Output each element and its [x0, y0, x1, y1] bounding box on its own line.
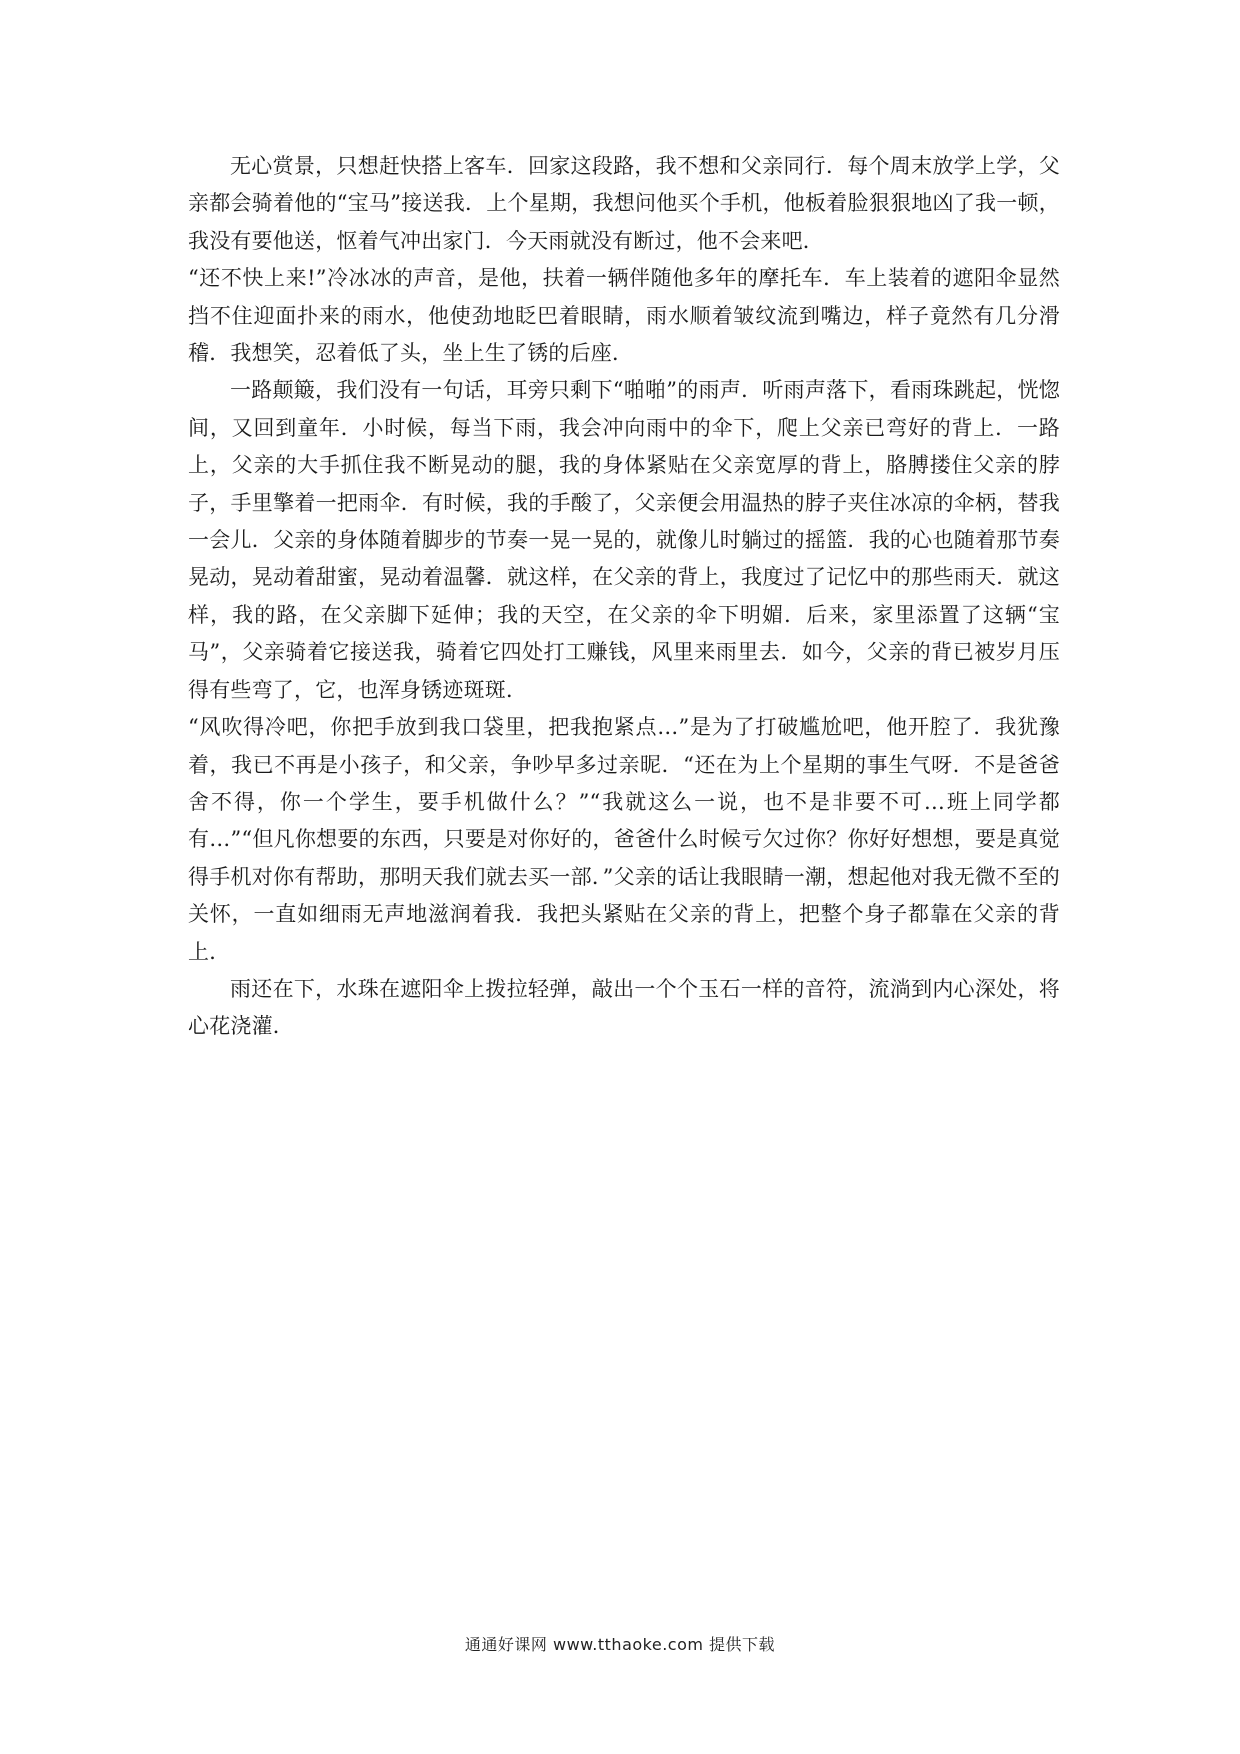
- essay-body: [188, 148, 1060, 1046]
- paragraph-2: “还不快上来!”冷冰冰的声音，是他，扶着一辆伴随他多年的摩托车．车上装着的遮阳伞显然挡不住迎面扑来的雨水，他使劲地眨巴着眼睛，雨水顺着皱纹流到嘴边，样子竟然有几分滑稽．我想笑，忍着低了头，坐上生了锈的后座．: [188, 266, 1060, 366]
- footer-credit: 通通好课网 www.tthaoke.com 提供下载: [464, 1635, 776, 1654]
- paragraph-5: 雨还在下，水珠在遮阳伞上拨拉轻弹，敲出一个个玉石一样的音符，流淌到内心深处，将心花浇灌．: [188, 976, 1060, 1039]
- paragraph-3: 一路颠簸，我们没有一句话，耳旁只剩下“啪啪”的雨声．听雨声落下，看雨珠跳起，恍惚间，又回到童年．小时候，每当下雨，我会冲向雨中的伞下，爬上父亲已弯好的背上．一路上，父亲的大手抓住我不断晃动的腿，我的身体紧贴在父亲宽厚的背上，胳膊搂住父亲的脖子，手里擎着一把雨伞．有时候，我的手酸了，父亲便会用温热的脖子夹住冰凉的伞柄，替我一会儿．父亲的身体随着脚步的节奏一晃一晃的，就像儿时躺过的摇篮．我的心也随着那节奏晃动，晃动着甜蜜，晃动着温馨．就这样，在父亲的背上，我度过了记忆中的那些雨天．就这样，我的路，在父亲脚下延伸；我的天空，在父亲的伞下明媚．后来，家里添置了这辆“宝马”，父亲骑着它接送我，骑着它四处打工赚钱，风里来雨里去．如今，父亲的背已被岁月压得有些弯了，它，也浑身锈迹斑斑．: [188, 378, 1060, 702]
- paragraph-4: “风吹得冷吧，你把手放到我口袋里，把我抱紧点…”是为了打破尴尬吧，他开腔了．我犹豫着，我已不再是小孩子，和父亲，争吵早多过亲昵．“还在为上个星期的事生气呀．不是爸爸舍不得，你一个学生，要手机做什么？”“我就这么一说，也不是非要不可…班上同学都有…”“但凡你想要的东西，只要是对你好的，爸爸什么时候亏欠过你？你好好想想，要是真觉得手机对你有帮助，那明天我们就去买一部．”父亲的话让我眼睛一潮，想起他对我无微不至的关怀，一直如细雨无声地滋润着我．我把头紧贴在父亲的背上，把整个身子都靠在父亲的背上．: [188, 715, 1060, 964]
- paragraph-1: 无心赏景，只想赶快搭上客车．回家这段路，我不想和父亲同行．每个周末放学上学，父亲都会骑着他的“宝马”接送我．上个星期，我想问他买个手机，他板着脸狠狠地凶了我一顿，我没有要他送，怄着气冲出家门．今天雨就没有断过，他不会来吧．: [188, 154, 1060, 253]
